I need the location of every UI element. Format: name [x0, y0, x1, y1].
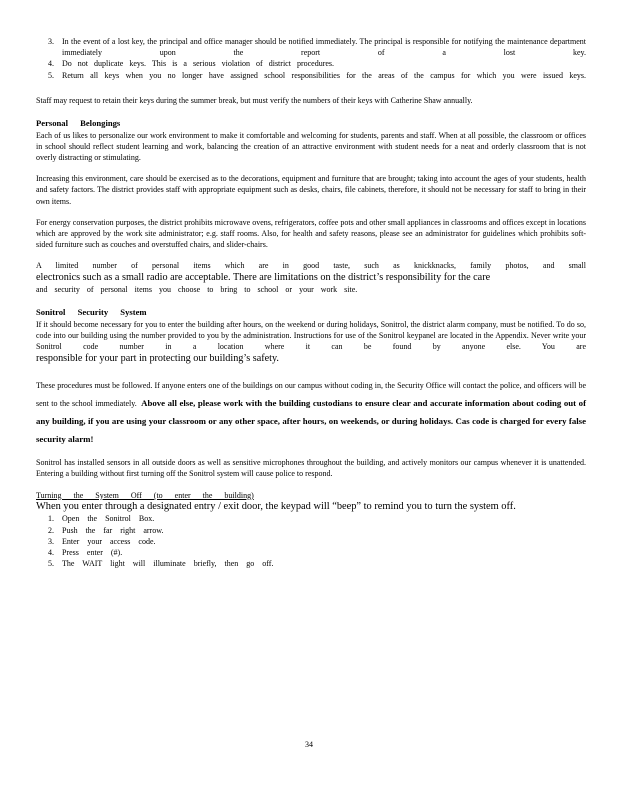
list-item	[36, 58, 586, 69]
list-text: Return all keys when you no longer have assigned school responsibilities for the areas of the campus for which you were issued keys.	[62, 70, 586, 80]
personal-paragraph-4-line-3: and security of personal items you choose to bring to school or your work site.	[36, 285, 358, 295]
personal-paragraph-3: For energy conservation purposes, the district prohibits microwave ovens, refrigerators, coffee pots and other small appliances in classrooms and offices except in locations which are approved by the work site administrator; e.g. staff rooms. Also, for health and safety reasons, please see an administrator for guidelines which prohibits soft-sided furniture such as couches and overstuffed chairs, and slider-chairs.	[36, 217, 586, 250]
summer-keys-paragraph: Staff may request to retain their keys during the summer break, but must verify the numbers of their keys with Catherine Shaw annually.	[36, 95, 473, 105]
personal-paragraph-2: Increasing this environment, care should be exercised as to the decorations, equipment and furniture that are brought; taking into account the ages of your students, health and safety factors. The district provides staff with appropriate equipment such as desks, chairs, file cabinets, therefore, it should not be necessary for staff to bring in their own items.	[36, 174, 586, 206]
list-text: Enter your access code.	[62, 536, 156, 546]
list-number: 3.	[48, 37, 54, 46]
sonitrol-heading: Sonitrol Security System	[36, 307, 147, 318]
sonitrol-warning-text: Above all else, please work with the building custodians to ensure clear and accurate information about coding out of any building, if you are using your classroom or any other space, after hours, on weekends, or during holidays. Cas code is charged for every false security alarm!	[36, 398, 587, 445]
personal-paragraph-4	[36, 260, 586, 295]
list-number: 4.	[48, 548, 54, 558]
list-item	[36, 36, 586, 58]
list-number: 4.	[48, 59, 54, 69]
list-text: Press enter (#).	[62, 548, 123, 558]
personal-paragraph-4-line-1: A limited number of personal items which are in good taste, such as knickknacks, family photos, and small	[36, 261, 586, 271]
page-number: 34	[305, 740, 313, 749]
list-number: 5.	[48, 559, 54, 569]
list-number: 5.	[48, 70, 54, 80]
turn-off-steps-list	[36, 513, 586, 569]
sonitrol-paragraph-1: If it should become necessary for you to enter the building after hours, on the weekend or during holidays, Sonitrol, the district alarm company, must be notified. To do so, code into our building using the number provided to you by the administration. Instructions for use of the Sonitrol keypanel are located in the Appendix. Never write your Sonitrol code number in a location where it can be found by anyone else. You are	[36, 320, 586, 352]
personal-paragraph-1: Each of us likes to personalize our work environment to make it comfortable and welcoming for students, parents and staff. When at all possible, the classroom or offices in school should reflect student learning and work, balancing the creation of an attractive environment with student needs for a neat and orderly classroom that is not overly distracting or stimulating.	[36, 130, 586, 163]
list-number: 2.	[48, 525, 54, 535]
list-text: In the event of a lost key, the principal and office manager should be notified immediately. The principal is responsible for notifying the maintenance department immediately upon the report of a lost key.	[62, 37, 586, 58]
sonitrol-procedures-text: These procedures must be followed. If anyone enters one of the buildings on our campus without coding in, the Security Office will contact the police, and officers will be sent to the school immediately.	[36, 381, 586, 409]
list-item	[36, 547, 586, 558]
list-item	[36, 70, 586, 81]
list-number: 3.	[48, 536, 54, 546]
list-text: Do not duplicate keys. This is a serious violation of district procedures.	[62, 59, 335, 69]
sonitrol-paragraph-3: Sonitrol has installed sensors in all outside doors as well as sensitive microphones throughout the building, and actively monitors our campus whenever it is unattended. Entering a building without first turning off the Sonitrol system will cause police to respond.	[36, 458, 586, 479]
list-text: Push the far right arrow.	[62, 525, 164, 535]
list-item	[36, 513, 586, 524]
list-item	[36, 525, 586, 536]
list-item	[36, 558, 586, 569]
turning-off-heading: Turning the System Off (to enter the building)	[36, 490, 254, 500]
list-text: Open the Sonitrol Box.	[62, 514, 155, 524]
list-item	[36, 536, 586, 547]
personal-paragraph-4-line-2: electronics such as a small radio are acceptable. There are limitations on the district’s responsibility for the care	[36, 271, 491, 283]
turning-off-intro: When you enter through a designated entry / exit door, the keypad will “beep” to remind you to turn the system off.	[36, 500, 516, 512]
sonitrol-paragraph-1-end: responsible for your part in protecting our building’s safety.	[36, 352, 279, 364]
list-text: The WAIT light will illuminate briefly, then go off.	[62, 559, 274, 569]
personal-belongings-heading: Personal Belongings	[36, 118, 121, 129]
sonitrol-paragraph-2	[36, 375, 586, 447]
list-number: 1.	[48, 514, 54, 524]
key-rules-list	[36, 36, 586, 81]
